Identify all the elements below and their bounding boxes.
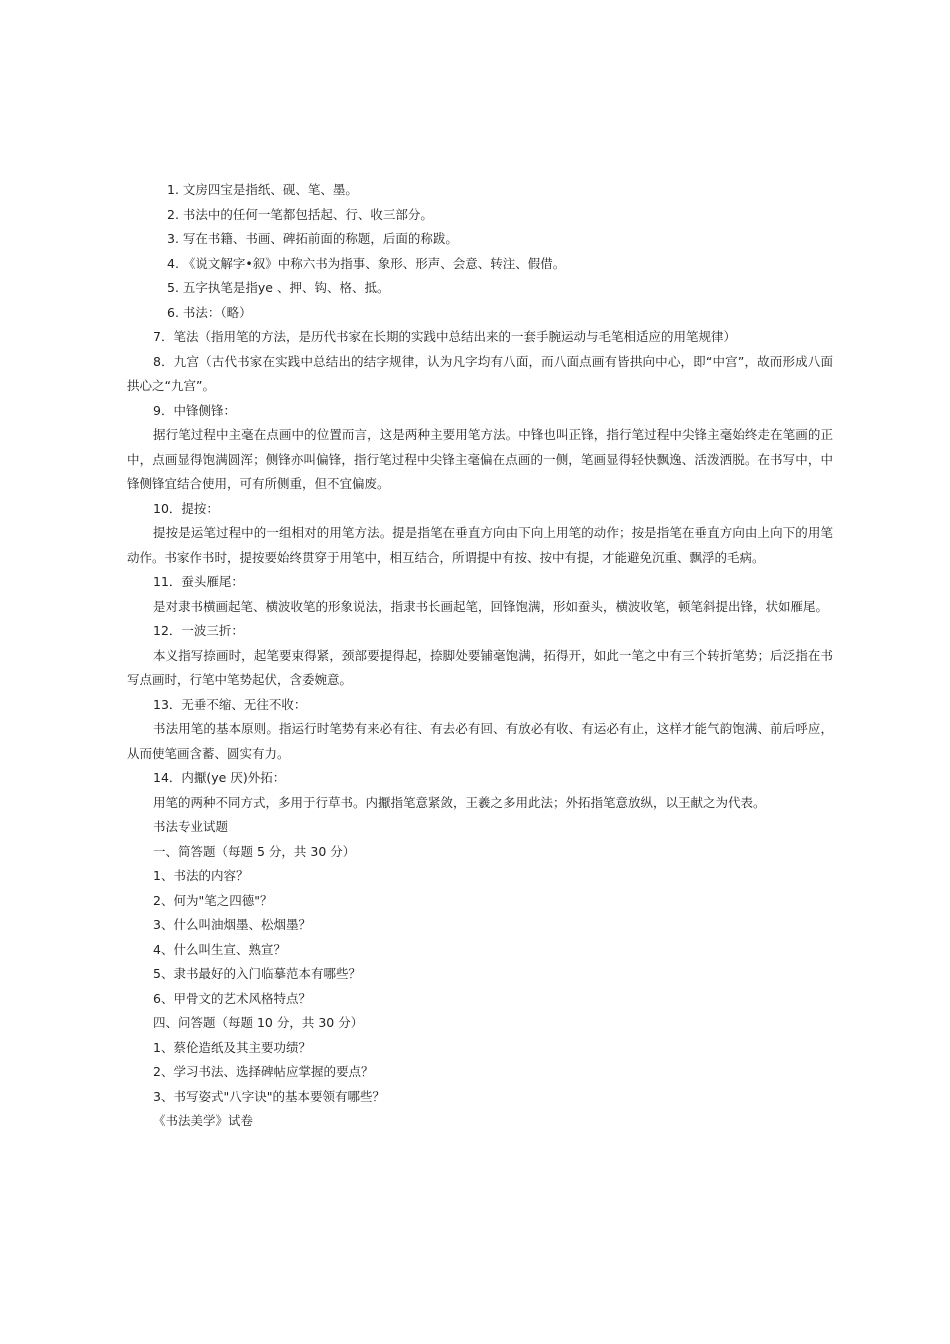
item-7-brushwork: 7．笔法（指用笔的方法，是历代书家在长期的实践中总结出来的一套手腕运动与毛笔相适应的用笔规律） xyxy=(153,329,736,344)
exam-title: 书法专业试题 xyxy=(153,819,229,834)
question-item: 2、何为"笔之四德"？ xyxy=(153,892,273,908)
item-9-title: 9．中锋侧锋： xyxy=(153,402,236,418)
list-item: 6. 书法：（略） xyxy=(167,304,252,320)
list-item: 1. 文房四宝是指纸、砚、笔、墨。 xyxy=(167,182,358,197)
item-13-text: 书法用笔的基本原则。指运行时笔势有来必有往、有去必有回、有放必有收、有运必有止，这样才能气韵饱满、前后呼应，从而使笔画含蓄、圆实有力。 xyxy=(127,721,833,761)
item-12-title: 12．一波三折： xyxy=(153,623,244,638)
question-item: 3、书写姿式"八字诀"的基本要领有哪些？ xyxy=(153,1088,385,1104)
section-1-heading: 一、简答题（每题 5 分，共 30 分） xyxy=(153,843,356,859)
item-10-text: 提按是运笔过程中的一组相对的用笔方法。提是指笔在垂直方向由下向上用笔的动作；按是指笔在垂直方向由上向下的用笔动作。书家作书时，提按要始终贯穿于用笔中，相互结合，所谓提中有按、按中有提，才能避免沉重、飘浮的毛病。 xyxy=(127,525,833,565)
item-14-text: 用笔的两种不同方式，多用于行草书。内擫指笔意紧敛，王羲之多用此法；外拓指笔意放纵，以王献之为代表。 xyxy=(153,794,766,810)
question-item: 2、学习书法、选择碑帖应掌握的要点？ xyxy=(153,1064,374,1079)
item-11-title: 11．蚕头雁尾： xyxy=(153,574,244,589)
list-item: 2. 书法中的任何一笔都包括起、行、收三部分。 xyxy=(167,206,433,222)
question-item: 3、什么叫油烟墨、松烟墨？ xyxy=(153,917,311,932)
list-item: 4. 《说文解字•叙》中称六书为指事、象形、形声、会意、转注、假借。 xyxy=(167,255,566,271)
item-8-nine-palaces: 8．九宫（古代书家在实践中总结出的结字规律，认为凡字均有八面，而八面点画有皆拱向中心，即“中宫”，故而形成八面拱心之“九宫”。 xyxy=(127,353,833,393)
item-13-title: 13．无垂不缩、无往不收： xyxy=(153,696,307,712)
item-14-title: 14．内擫(ye 厌)外拓： xyxy=(153,770,286,785)
footer-title: 《书法美学》试卷 xyxy=(153,1113,254,1128)
item-12-text: 本义指写捺画时，起笔要束得紧，颈部要提得起，捺脚处要铺毫饱满，拓得开，如此一笔之中有三个转折笔势；后泛指在书写点画时，行笔中笔势起伏，含委婉意。 xyxy=(127,647,833,687)
question-item: 1、蔡伦造纸及其主要功绩？ xyxy=(153,1039,311,1055)
question-item: 6、甲骨文的艺术风格特点？ xyxy=(153,990,311,1006)
section-4-heading: 四、问答题（每题 10 分，共 30 分） xyxy=(153,1015,364,1030)
item-9-text: 据行笔过程中主毫在点画中的位置而言，这是两种主要用笔方法。中锋也叫正锋，指行笔过程中尖锋主毫始终走在笔画的正中，点画显得饱满圆浑；侧锋亦叫偏锋，指行笔过程中尖锋主毫偏在点画的一侧，笔画显得轻快飘逸、活泼洒脱。在书写中，中锋侧锋宜结合使用，可有所侧重，但不宜偏废。 xyxy=(127,427,833,491)
question-item: 4、什么叫生宣、熟宣？ xyxy=(153,941,286,957)
item-11-text: 是对隶书横画起笔、横波收笔的形象说法，指隶书长画起笔，回锋饱满，形如蚕头，横波收笔，顿笔斜提出锋，状如雁尾。 xyxy=(153,598,829,614)
list-item: 5. 五字执笔是指ye 、押、钩、格、抵。 xyxy=(167,280,390,295)
item-10-title: 10．提按： xyxy=(153,500,219,516)
document-page xyxy=(127,178,833,1134)
question-item: 1、书法的内容？ xyxy=(153,868,249,883)
question-item: 5、隶书最好的入门临摹范本有哪些？ xyxy=(153,966,361,981)
list-item: 3. 写在书籍、书画、碑拓前面的称题，后面的称跋。 xyxy=(167,231,458,246)
